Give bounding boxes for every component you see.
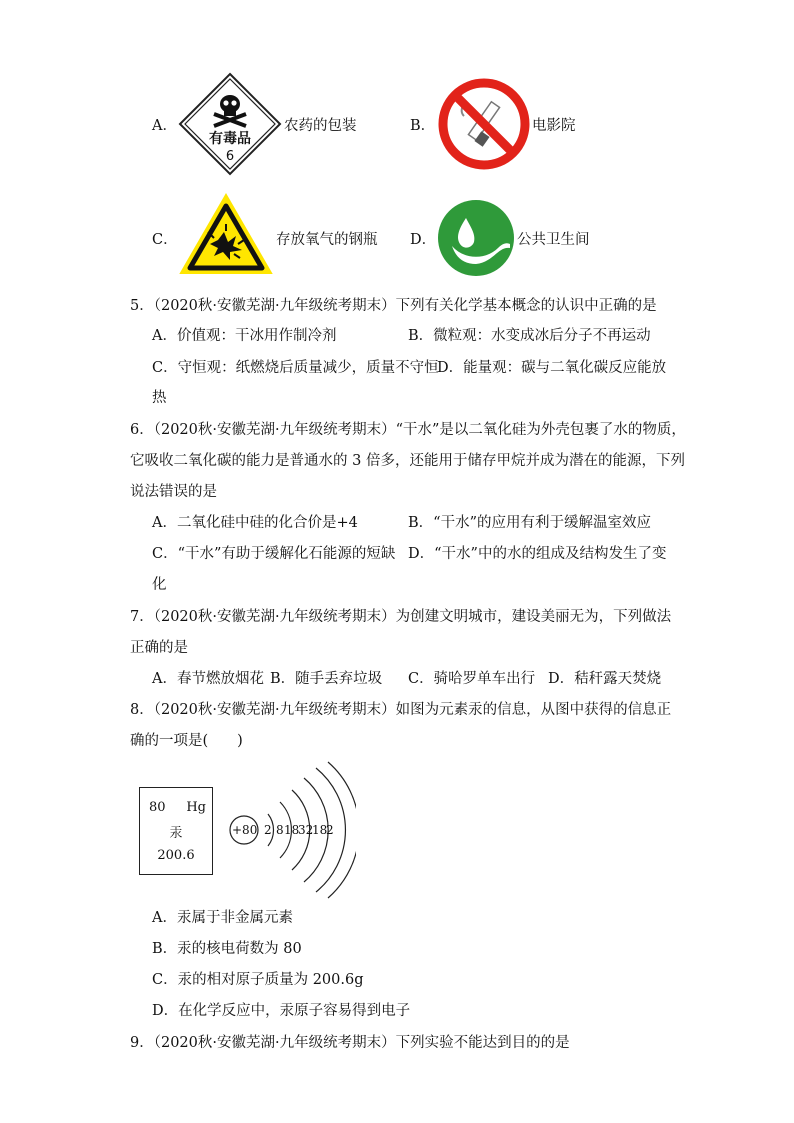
atomic-structure-diagram — [226, 760, 356, 900]
q8-stem-line1: 8．（2020秋·安徽芜湖·九年级统考期末）如图为元素汞的信息，从图中获得的信息正 — [130, 702, 672, 718]
q5-option-a: A．价值观：干冰用作制冷剂 — [152, 328, 337, 344]
option-a-caption: 农药的包装 — [284, 118, 357, 134]
option-c-caption: 存放氧气的钢瓶 — [276, 232, 378, 248]
q7-stem-line1: 7．（2020秋·安徽芜湖·九年级统考期末）为创建文明城市，建设美丽无为，下列做法 — [130, 609, 672, 625]
q7-stem-line2: 正确的是 — [130, 640, 188, 656]
q5-option-c: C．守恒观：纸燃烧后质量减少，质量不守恒 — [152, 360, 439, 376]
toxic-sign-text: 有毒品 — [209, 131, 251, 147]
q6-stem-line1: 6．（2020秋·安徽芜湖·九年级统考期末）“干水”是以二氧化硅为外壳包裹了水的物质， — [130, 422, 686, 438]
element-card-mass: 200.6 — [157, 848, 195, 863]
shell-4-electrons: 32 — [298, 823, 314, 837]
toxic-sign-icon — [178, 72, 282, 176]
q9-stem: 9．（2020秋·安徽芜湖·九年级统考期末）下列实验不能达到目的的是 — [130, 1035, 570, 1051]
nucleus-charge: +80 — [232, 823, 258, 837]
no-smoking-sign-icon — [436, 76, 532, 172]
q6-option-b: B．“干水”的应用有利于缓解温室效应 — [408, 515, 651, 531]
shell-2-electrons: 8 — [276, 823, 284, 837]
shell-6-electrons: 2 — [326, 823, 334, 837]
q6-option-d-cont: 化 — [152, 577, 167, 593]
option-b-caption: 电影院 — [532, 118, 576, 134]
q6-option-a: A．二氧化硅中硅的化合价是+4 — [152, 515, 358, 531]
q7-option-c: C．骑哈罗单车出行 — [408, 671, 536, 687]
option-b-letter: B． — [410, 118, 436, 134]
q8-option-c: C．汞的相对原子质量为 200.6g — [152, 972, 364, 988]
element-card — [139, 787, 213, 875]
q5-option-d: D．能量观：碳与二氧化碳反应能放 — [437, 360, 667, 376]
option-d-caption: 公共卫生间 — [517, 232, 590, 248]
explosive-warning-sign-icon — [178, 192, 274, 276]
q8-stem-line2: 确的一项是( ) — [130, 733, 243, 749]
q8-option-a: A．汞属于非金属元素 — [152, 910, 293, 926]
q6-option-c: C．“干水”有助于缓解化石能源的短缺 — [152, 546, 396, 562]
q5-option-b: B．微粒观：水变成冰后分子不再运动 — [408, 328, 651, 344]
q6-stem-line2: 它吸收二氧化碳的能力是普通水的 3 倍多，还能用于储存甲烷并成为潜在的能源，下列 — [130, 453, 685, 469]
q5-option-d-cont: 热 — [152, 390, 167, 406]
q6-option-d: D．“干水”中的水的组成及结构发生了变 — [408, 546, 667, 562]
q7-option-b: B．随手丢弃垃圾 — [270, 671, 383, 687]
shell-5-electrons: 18 — [312, 823, 328, 837]
q5-stem: 5．（2020秋·安徽芜湖·九年级统考期末）下列有关化学基本概念的认识中正确的是 — [130, 298, 657, 314]
option-c-letter: C． — [152, 232, 178, 248]
shell-3-electrons: 18 — [284, 823, 300, 837]
q6-stem-line3: 说法错误的是 — [130, 484, 217, 500]
option-d-letter: D． — [410, 232, 437, 248]
shell-1-electrons: 2 — [264, 823, 272, 837]
element-card-symbol: Hg — [186, 800, 206, 815]
water-saving-sign-icon — [436, 198, 516, 278]
element-card-name: 汞 — [169, 826, 183, 841]
q8-option-d: D．在化学反应中，汞原子容易得到电子 — [152, 1003, 411, 1019]
q7-option-d: D．秸秆露天焚烧 — [548, 671, 662, 687]
option-a-letter: A． — [152, 118, 177, 134]
q7-option-a: A．春节燃放烟花 — [152, 671, 264, 687]
toxic-sign-number: 6 — [225, 149, 235, 164]
q8-option-b: B．汞的核电荷数为 80 — [152, 941, 302, 957]
element-card-atomic-number: 80 — [149, 800, 166, 815]
